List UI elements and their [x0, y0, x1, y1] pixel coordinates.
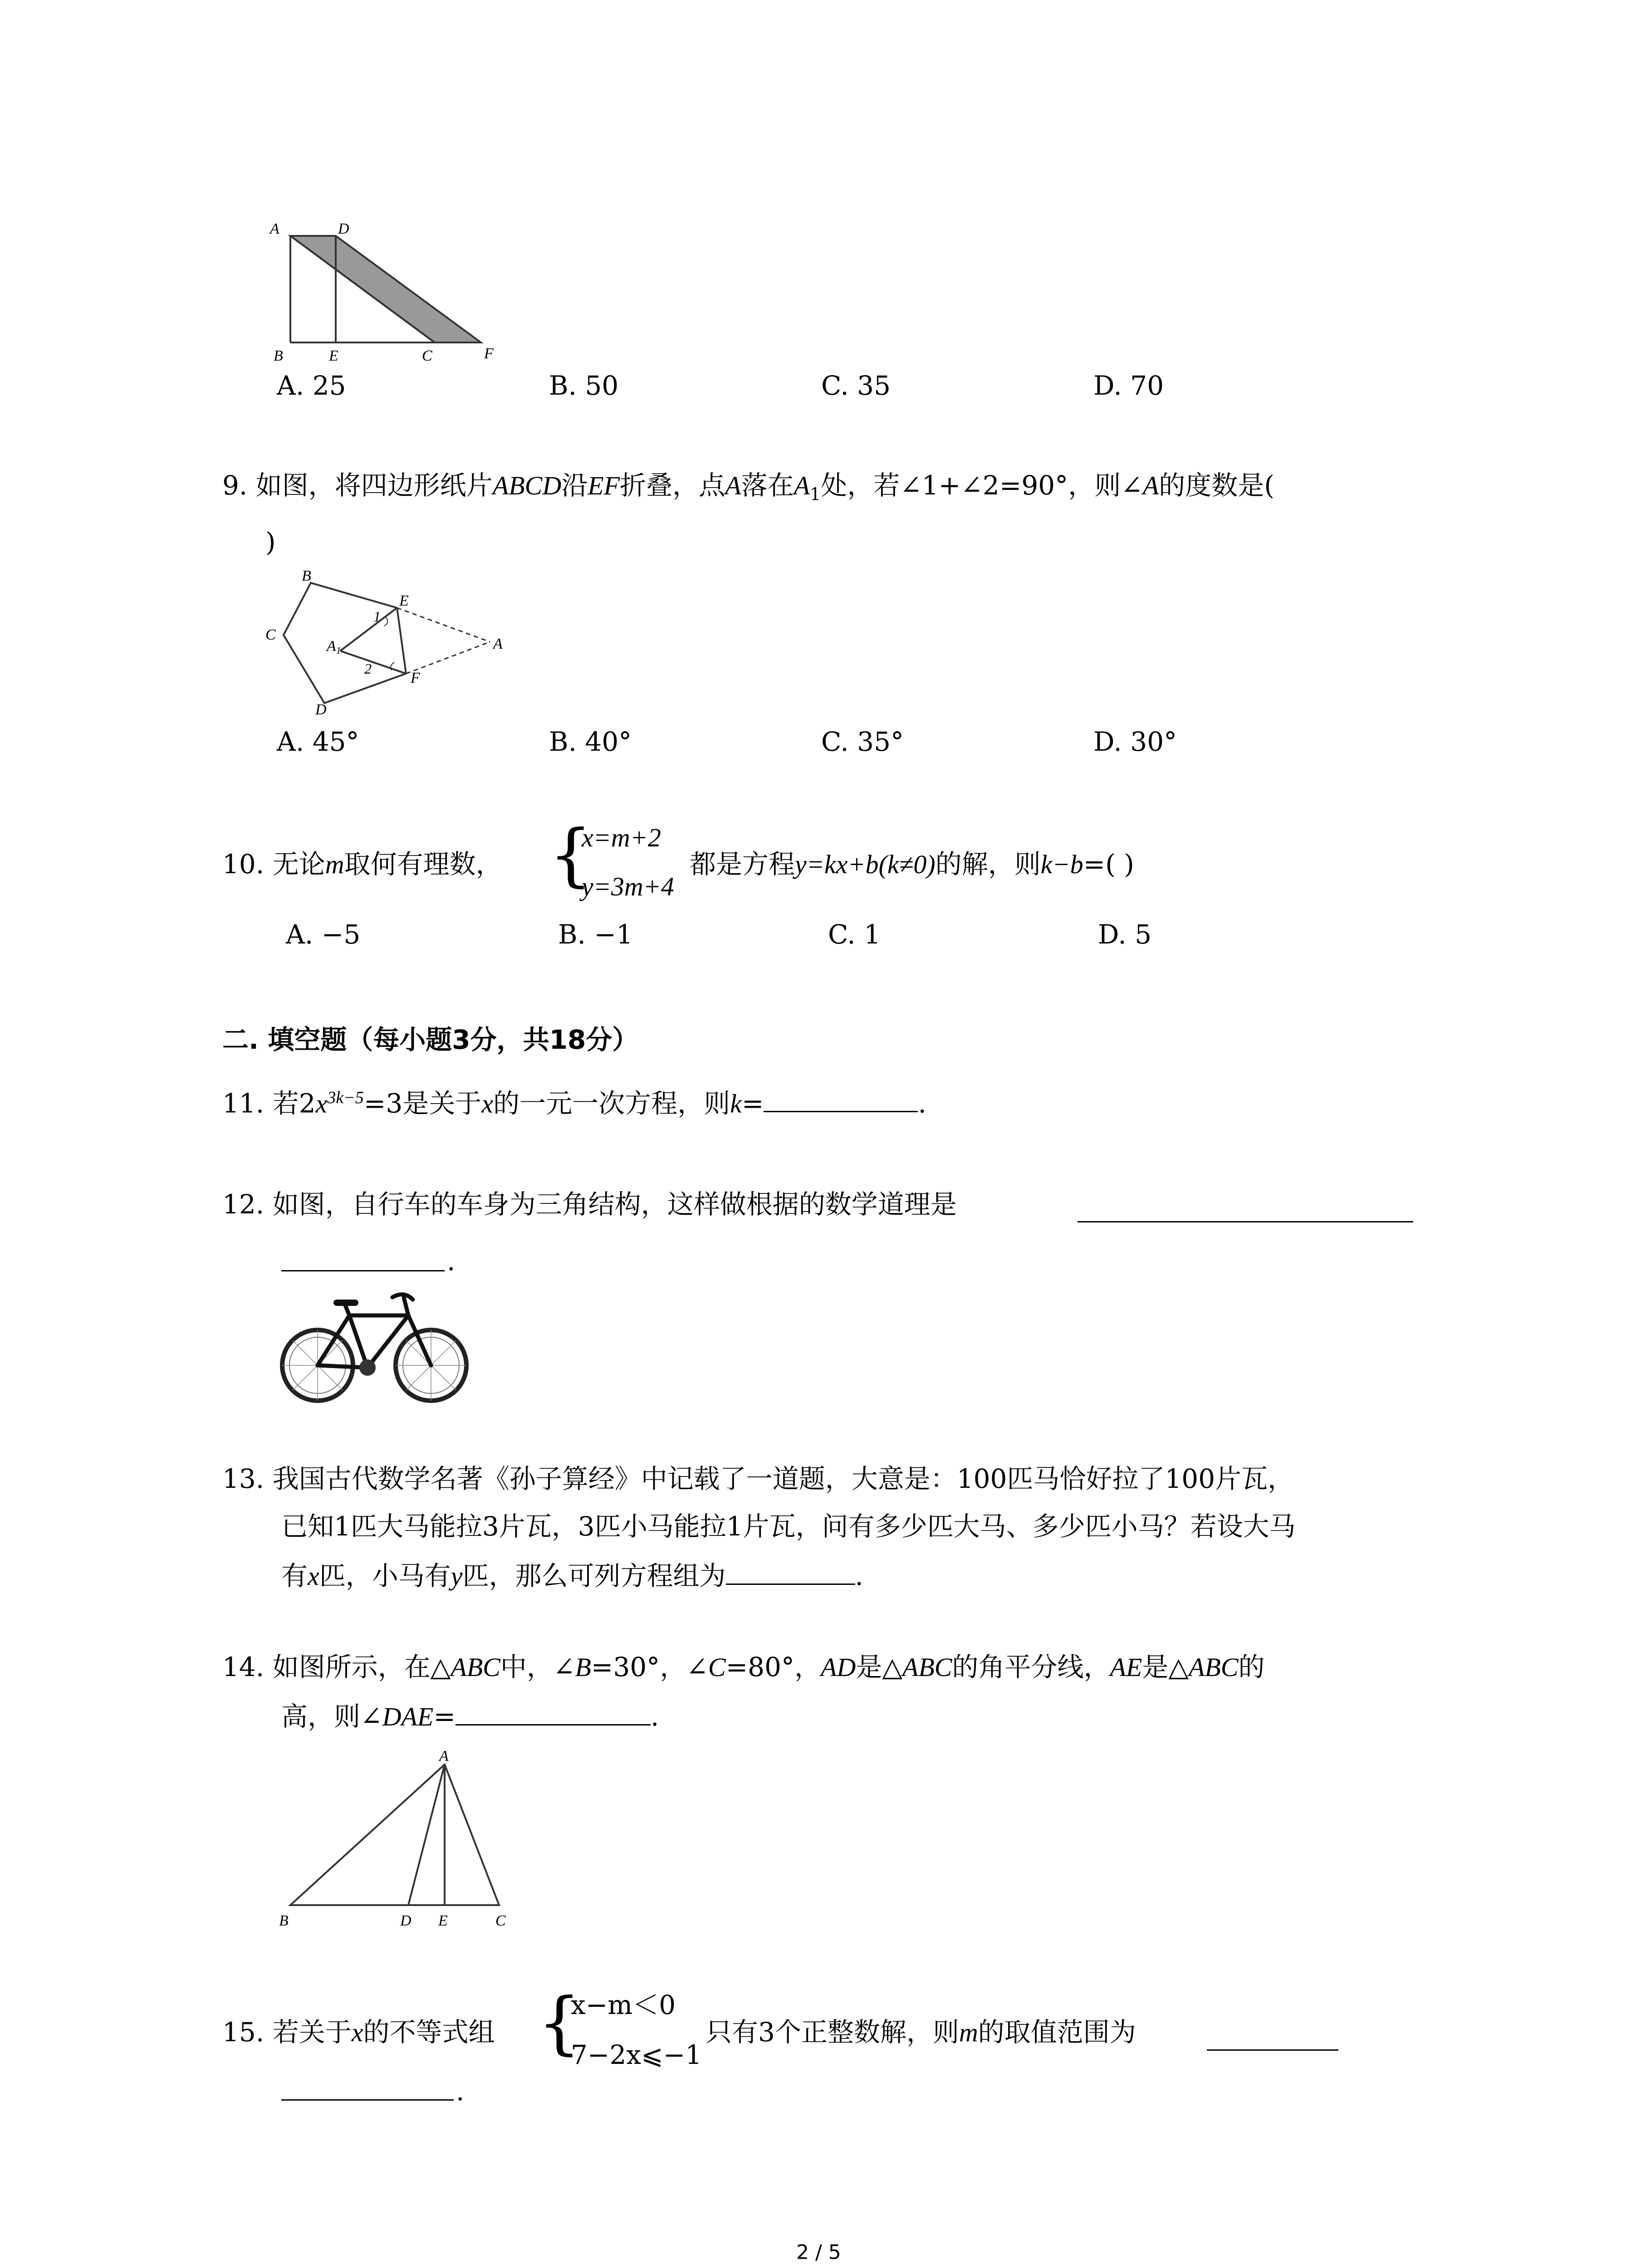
q8-label-a: A — [270, 220, 279, 237]
q10-eq2: y=3m+4 — [582, 872, 674, 901]
q13-line3: 有x匹，小马有y匹，那么可列方程组为 . — [281, 1558, 863, 1592]
q11-stem: 11. 若$2x^{3k-5}=3$是关于x的一元一次方程，则k= . — [222, 1082, 926, 1119]
q9-label-a1: A1 — [327, 638, 341, 656]
section-heading-fill-blank: 二. 填空题（每小题3分，共18分） — [222, 1024, 639, 1055]
q13-answer-blank[interactable] — [726, 1558, 855, 1585]
q8-option-c[interactable]: C. 35 — [821, 370, 891, 401]
q8-option-a[interactable]: A. 25 — [277, 370, 346, 401]
q9-label-b: B — [302, 567, 311, 584]
q10-option-a[interactable]: A. −5 — [286, 919, 361, 950]
q9-stem: 9. 如图，将四边形纸片ABCD沿EF折叠，点A落在$A_1$处，若∠1+∠2=90°，则∠A的度数是( — [222, 470, 1274, 504]
q10-option-d[interactable]: D. 5 — [1098, 919, 1152, 950]
q12-answer-blank-1[interactable] — [1078, 1221, 1413, 1222]
q10-option-c[interactable]: C. 1 — [828, 919, 881, 950]
q9-stem-close: ) — [265, 527, 276, 557]
q12-answer-blank-2[interactable] — [281, 1270, 445, 1271]
q10-stem-part1: 10. 无论m取何有理数， — [222, 849, 502, 880]
q9-option-b[interactable]: B. 40° — [549, 726, 632, 757]
q15-end: . — [456, 2076, 465, 2107]
q14-label-c: C — [495, 1912, 506, 1929]
q9-label-a: A — [493, 635, 503, 652]
q9-option-d[interactable]: D. 30° — [1093, 726, 1177, 757]
bicycle-image — [277, 1284, 476, 1406]
q14-label-a: A — [439, 1748, 449, 1765]
q14-label-e: E — [438, 1912, 448, 1929]
q15-answer-blank-1[interactable] — [1207, 2049, 1338, 2051]
q8-label-c: C — [422, 347, 432, 364]
q8-label-e: E — [329, 347, 338, 364]
q8-option-d[interactable]: D. 70 — [1093, 370, 1164, 401]
q8-label-f: F — [484, 345, 494, 362]
q9-label-2: 2 — [364, 660, 372, 677]
q9-figure — [261, 562, 515, 717]
q15-eq2: 7−2x⩽−1 — [571, 2039, 702, 2070]
q15-answer-blank-2[interactable] — [281, 2099, 454, 2101]
q8-label-b: B — [274, 347, 283, 364]
q9-label-f: F — [411, 670, 420, 686]
q15-stem-part1: 15. 若关于x的不等式组 — [222, 2017, 495, 2048]
q8-figure — [265, 213, 501, 367]
q9-label-1: 1 — [373, 608, 381, 625]
q12-end: . — [447, 1246, 456, 1276]
q11-answer-blank[interactable] — [764, 1085, 918, 1112]
q8-shaded-parallelogram — [290, 236, 481, 342]
q13-line2: 已知1匹大马能拉3片瓦，3匹小马能拉1片瓦，问有多少匹大马、多少匹小马？若设大马 — [281, 1511, 1296, 1542]
q14-answer-blank[interactable] — [456, 1699, 651, 1725]
page-number: 2 / 5 — [796, 2241, 841, 2264]
q9-option-a[interactable]: A. 45° — [277, 726, 359, 757]
q14-label-b: B — [279, 1912, 289, 1929]
q10-stem-part2: 都是方程y=kx+b(k≠0)的解，则k−b=( ) — [690, 849, 1134, 880]
q14-line2: 高，则∠DAE= . — [281, 1699, 659, 1733]
q12-stem: 12. 如图，自行车的车身为三角结构，这样做根据的数学道理是 — [222, 1189, 957, 1220]
q15-eq1: x−m＜0 — [571, 1989, 676, 2020]
q8-option-b[interactable]: B. 50 — [549, 370, 619, 401]
q15-stem-part2: 只有3个正整数解，则m的取值范围为 — [705, 2017, 1136, 2048]
q14-label-d: D — [400, 1912, 411, 1929]
q9-label-e: E — [399, 592, 409, 609]
q9-label-d: D — [315, 701, 327, 717]
q10-eq1: x=m+2 — [582, 823, 661, 852]
q14-line1: 14. 如图所示，在△ABC中，∠B=30°，∠C=80°，AD是△ABC的角平分线，AE是△ABC的 — [222, 1652, 1265, 1682]
q8-label-d: D — [338, 220, 349, 237]
q9-label-c: C — [265, 626, 276, 643]
q9-option-c[interactable]: C. 35° — [821, 726, 904, 757]
q10-option-b[interactable]: B. −1 — [558, 919, 633, 950]
q10-brace: { — [549, 816, 593, 894]
q14-figure — [272, 1746, 526, 1937]
q15-brace: { — [538, 1984, 581, 2063]
q13-line1: 13. 我国古代数学名著《孙子算经》中记载了一道题，大意是：100匹马恰好拉了100片瓦， — [222, 1463, 1294, 1494]
